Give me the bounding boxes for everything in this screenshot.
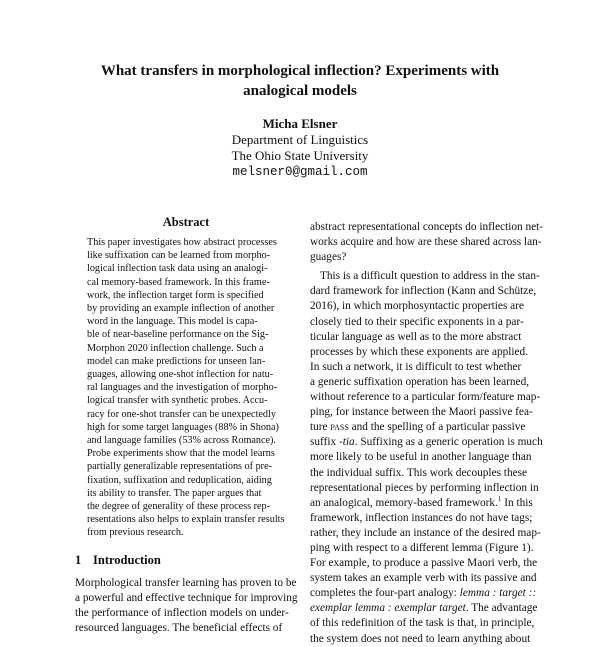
analogy-text: lemma : target :: (459, 587, 537, 600)
feature-label-pass: pass (330, 421, 349, 434)
abstract-line: ral languages and the investigation of morpho- (87, 382, 278, 394)
abstract-line: like suffixation can be learned from morpho- (87, 250, 271, 262)
text-run: . The advantage (465, 602, 538, 615)
text-run: In this (501, 496, 533, 509)
abstract-line: partially generalizable representations of pre- (87, 461, 272, 473)
abstract-text (87, 236, 285, 540)
body-line (310, 435, 543, 450)
body-line: closely tied to their specific exponents in a par- (310, 315, 524, 328)
left-column (75, 214, 297, 636)
abstract-line: logical transfer with synthetic probes. Accu- (87, 395, 268, 407)
abstract-line: work, the inflection target form is specified (87, 289, 264, 301)
abstract-line: guages, allowing one-shot inflection for natu- (87, 369, 274, 381)
body-line: abstract representational concepts do inflection net- (310, 221, 544, 233)
paper-title: What transfers in morphological inflection? Experiments with analogical models (100, 63, 500, 99)
body-line: more likely to be useful in another language than (310, 451, 532, 464)
body-line: without reference to a particular form/feature map- (310, 391, 541, 404)
body-line: processes by which these exponents are applied. (310, 345, 529, 358)
body-line: framework, inflection instances do not have tags; (310, 511, 533, 524)
abstract-line: by providing an example inflection of another (87, 303, 275, 315)
body-line: ticular language as well as to the more abstract (310, 330, 522, 343)
body-line: the performance of inflection models on under- (75, 606, 289, 619)
text-run: an analogical, memory-based framework. (310, 496, 498, 509)
author-department: Department of Linguistics (231, 132, 369, 147)
body-line: In such a network, it is difficult to test whether (310, 360, 522, 373)
abstract-line: resentations also helps to explain transfer results (87, 514, 285, 526)
body-line: the system does not need to learn anything about (310, 632, 531, 645)
introduction-text (75, 576, 297, 636)
body-line: the individual suffix. This work decouples these (310, 466, 528, 479)
abstract-line: model can make predictions for unseen lan- (87, 355, 266, 367)
body-line: representational pieces by performing inflection in (310, 481, 539, 494)
text-run: . Suffixing as a generic operation is much (354, 436, 543, 449)
body-line: guages? (310, 251, 347, 264)
body-line (310, 601, 538, 616)
abstract-line: logical inflection task data using an analogi- (87, 263, 268, 275)
abstract-line: word in the language. This model is capa- (87, 316, 258, 328)
text-run: completes the four-part analogy: (310, 587, 460, 600)
abstract-line: Probe experiments show that the model learns (87, 448, 275, 460)
body-line: resourced languages. The beneficial effects of (75, 621, 283, 634)
body-line: 2016), in which morphosyntactic properties are (310, 300, 524, 313)
section-title: Introduction (93, 552, 161, 567)
abstract-line: Morphon 2020 inflection challenge. Such a (87, 342, 264, 354)
suffix-example: -tia (338, 436, 355, 449)
body-line: For example, to produce a passive Maori verb, the (310, 557, 538, 570)
body-line (310, 586, 537, 601)
author-name: Micha Elsner (262, 116, 338, 131)
text-run: ture (310, 421, 331, 434)
section-number: 1 (75, 552, 82, 567)
body-line: a powerful and effective technique for improving (75, 591, 298, 604)
abstract-line: the degree of generality of these process rep- (87, 501, 271, 513)
author-email[interactable]: melsner0@gmail.com (232, 165, 368, 179)
abstract-line: This paper investigates how abstract processes (87, 237, 277, 248)
abstract-line: fixation, suffixation and reduplication, aiding (87, 474, 272, 486)
body-line: system takes an example verb with its passive and (310, 572, 537, 585)
abstract-line: and language families (53% across Romance). (87, 435, 276, 447)
text-run: suffix (310, 436, 339, 449)
right-body-text (310, 220, 544, 647)
footnote-marker[interactable]: 1 (497, 494, 502, 503)
body-line: works acquire and how are these shared across lan- (310, 236, 542, 249)
author-block (150, 116, 450, 180)
abstract-line: cal memory-based framework. In this frame- (87, 276, 270, 288)
body-line: ping, for instance between the Maori passive fea- (310, 406, 533, 419)
abstract-line: racy for one-shot transfer can be unexpectedly (87, 408, 276, 420)
analogy-text: exemplar lemma : exemplar target (310, 602, 466, 615)
body-line: This is a difficult question to address in the stan- (320, 270, 540, 283)
body-line (310, 496, 534, 511)
right-column (310, 220, 544, 647)
body-line: Morphological transfer learning has proven to be (75, 576, 297, 589)
body-line (310, 420, 534, 435)
abstract-line: ble of near-baseline performance on the Sig- (87, 329, 269, 341)
abstract-heading: Abstract (162, 215, 210, 229)
text-run: and the spelling of a particular passive (348, 421, 526, 434)
abstract-line: from previous research. (87, 527, 184, 539)
body-line: dard framework for inflection (Kann and Schütze, (310, 285, 537, 298)
author-institution: The Ohio State University (231, 148, 369, 163)
body-line: rather, they include an instance of the desired map- (310, 526, 541, 539)
section-heading-introduction (75, 552, 297, 568)
body-line: ping with respect to a different lemma (Figure 1). (310, 541, 534, 554)
abstract-line: its ability to transfer. The paper argues that (87, 487, 262, 499)
abstract-line: high for some target languages (88% in Shona) (87, 421, 279, 433)
body-line: a generic suffixation operation has been learned, (310, 375, 530, 388)
body-line: of this redefinition of the task is that, in principle, (310, 617, 535, 630)
